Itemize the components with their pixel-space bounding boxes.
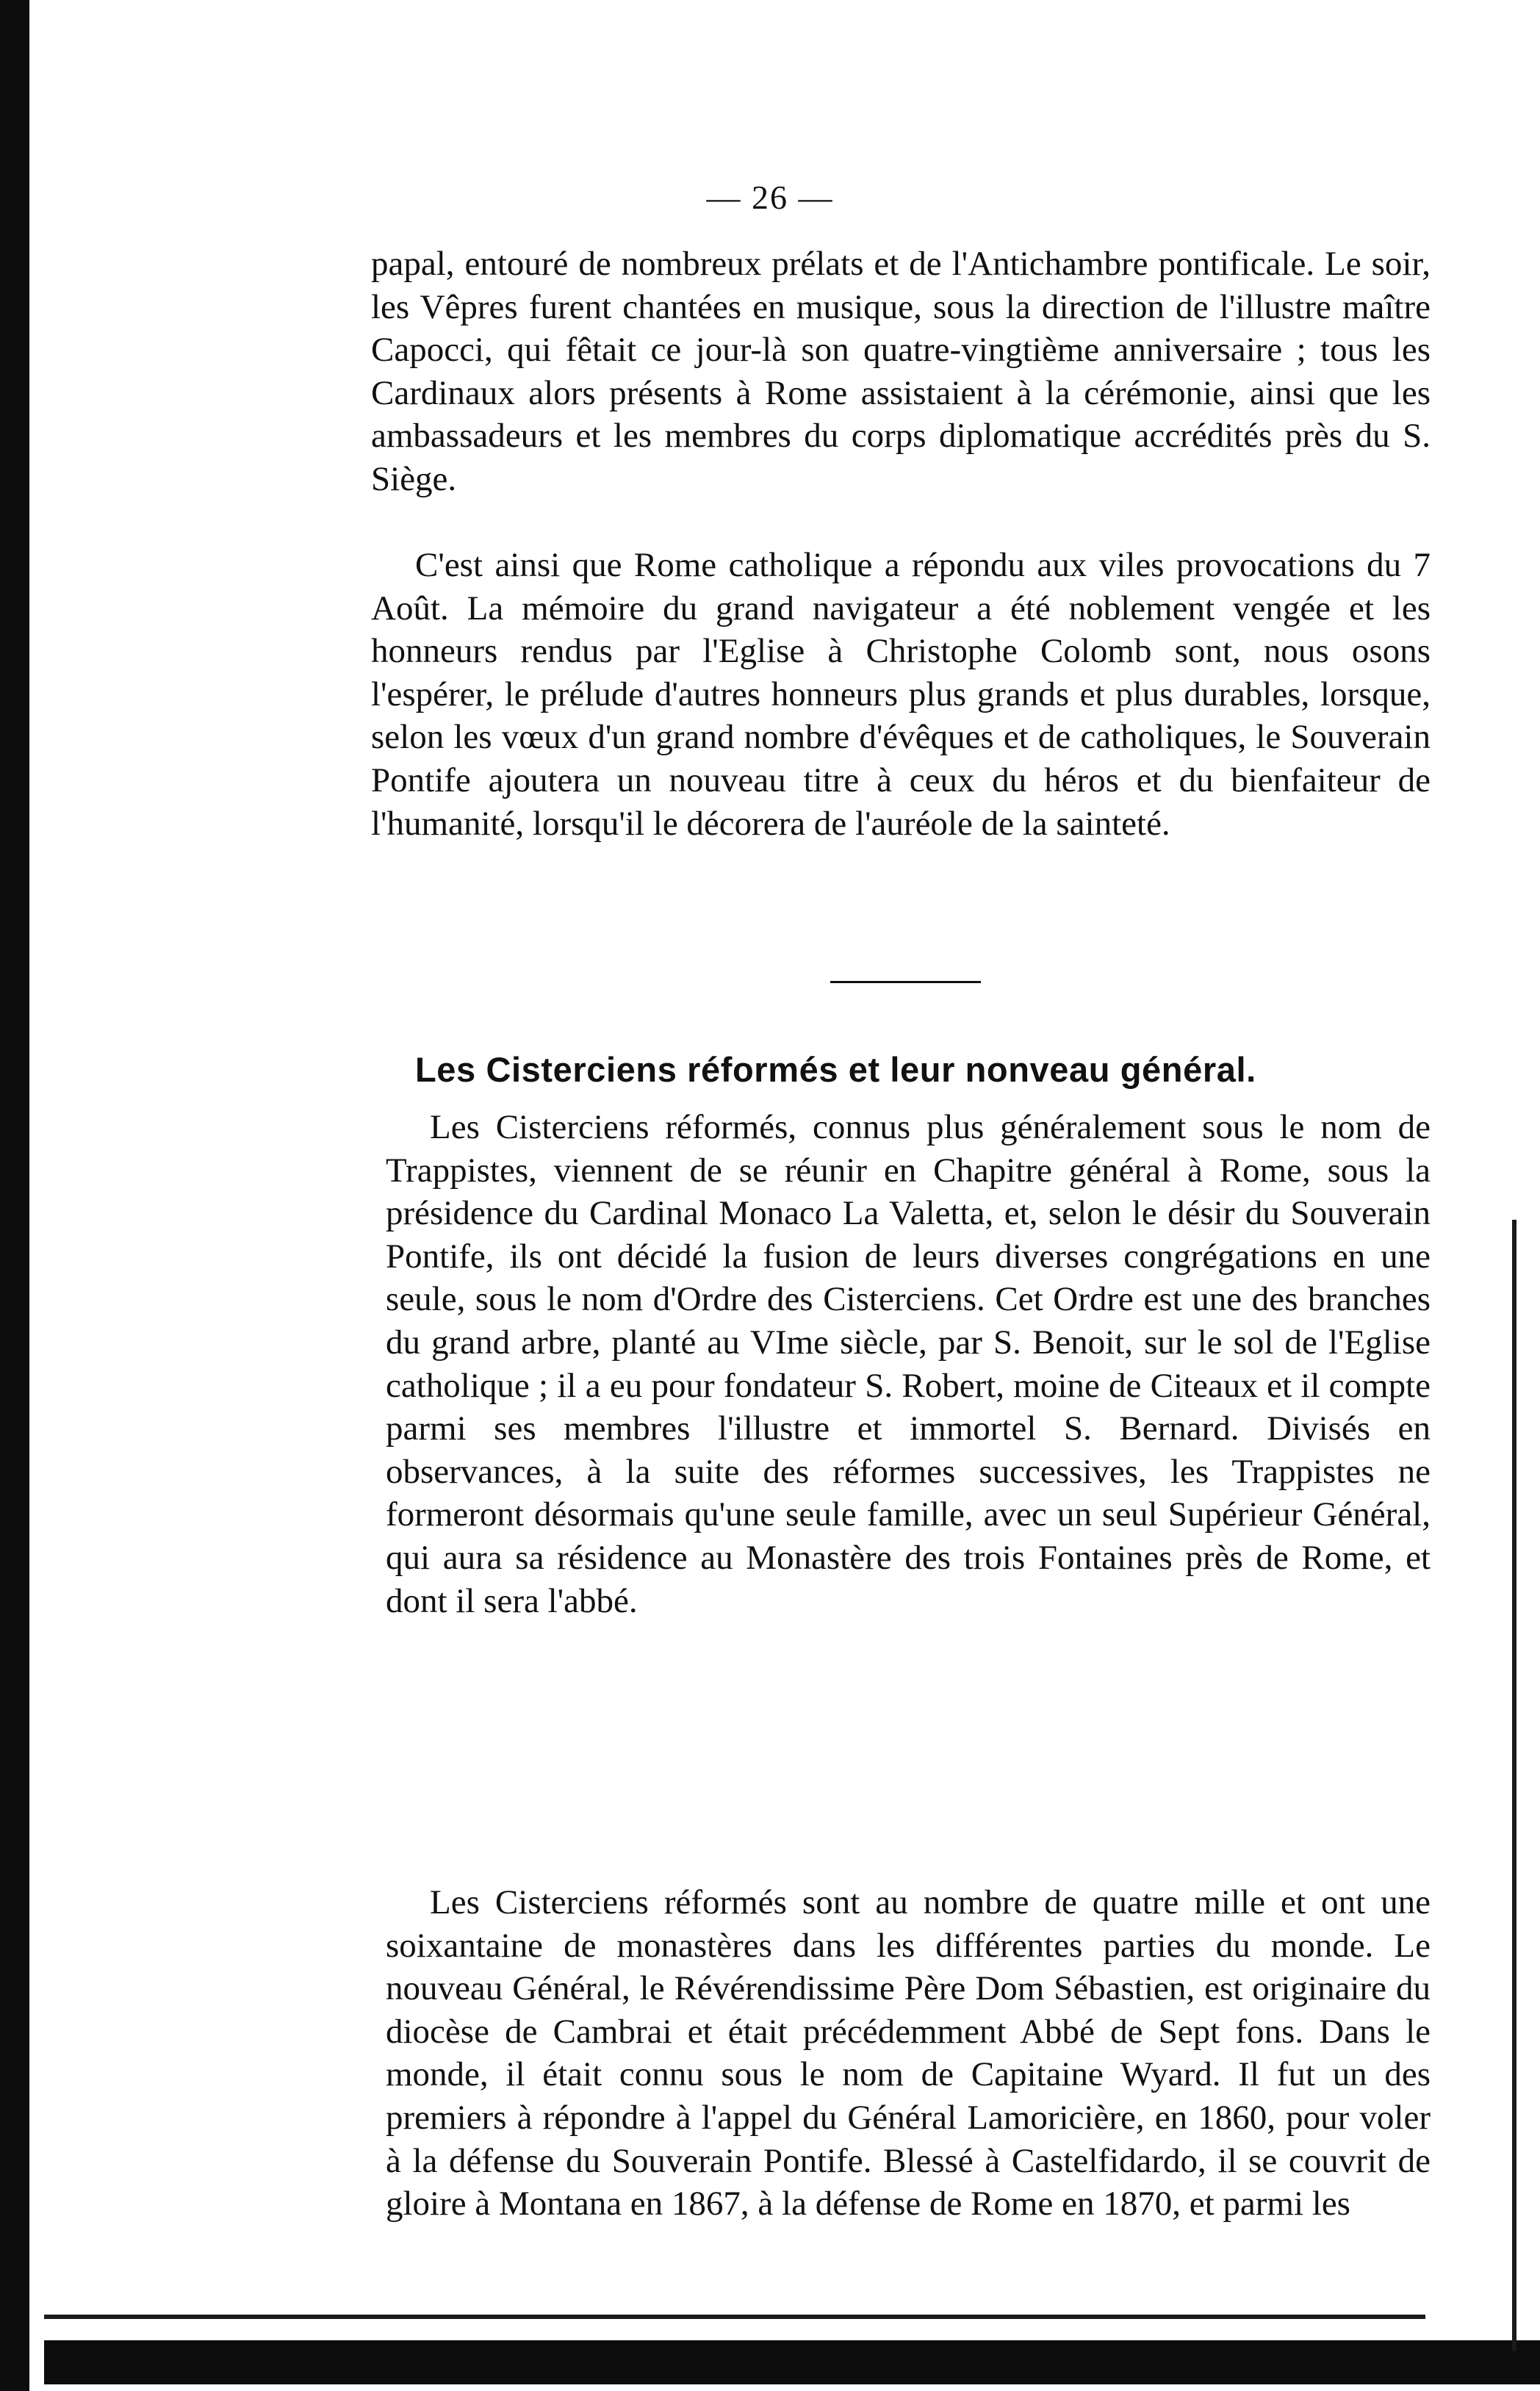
- scan-left-edge: [0, 0, 29, 2391]
- section-divider: [830, 981, 981, 983]
- paragraph-cisterciens-2: Les Cisterciens réformés sont au nombre de quatre mille et ont une soixantaine de monastères dans les différentes parties du monde. Le nouveau Général, le Révérendissime Père Dom Sébastien, est originaire du diocèse de Cambrai et était précédemment Abbé de Sept fons. Dans le monde, il était connu sous le nom de Capitaine Wyard. Il fut un des premiers à répondre à l'appel du Général Lamoricière, en 1860, pour voler à la défense du Souverain Pontife. Blessé à Castelfidardo, il se couvrit de gloire à Montana en 1867, à la défense de Rome en 1870, et parmi les: [386, 1883, 1431, 2223]
- scan-bottom-edge: [44, 2340, 1540, 2384]
- page-number: — 26 —: [706, 179, 834, 216]
- section-heading: Les Cisterciens réformés et leur nonveau général.: [415, 1050, 1256, 1089]
- paragraph-rome-catholique: C'est ainsi que Rome catholique a répondu aux viles provocations du 7 Août. La mémoire du grand navigateur a été noblement vengée et les honneurs rendus par l'Eglise à Christophe Colomb sont, nous osons l'espérer, le prélude d'autres honneurs plus grands et plus durables, lorsque, selon les vœux d'un grand nombre d'évêques et de catholiques, le Souverain Pontife ajoutera un nouveau titre à ceux du héros et du bienfaiteur de l'humanité, lorsqu'il le décorera de l'auréole de la sainteté.: [371, 546, 1431, 843]
- scan-right-mark: [1512, 1220, 1516, 2351]
- scan-bottom-rule: [44, 2315, 1425, 2319]
- paragraph-cisterciens-1: Les Cisterciens réformés, connus plus généralement sous le nom de Trappistes, viennent de se réunir en Chapitre général à Rome, sous la présidence du Cardinal Monaco La Valetta, et, selon le désir du Souverain Pontife, ils ont décidé la fusion de leurs diverses congrégations en une seule, sous le nom d'Ordre des Cisterciens. Cet Ordre est une des branches du grand arbre, planté au VIme siècle, par S. Benoit, sur le sol de l'Eglise catholique ; il a eu pour fondateur S. Robert, moine de Citeaux et il compte parmi ses membres l'illustre et immortel S. Bernard. Divisés en observances, à la suite des réformes successives, les Trappistes ne formeront désormais qu'une seule famille, avec un seul Supérieur Général, qui aura sa résidence au Monastère des trois Fontaines près de Rome, et dont il sera l'abbé.: [386, 1108, 1431, 1620]
- paragraph-papal: papal, entouré de nombreux prélats et de l'Antichambre pontificale. Le soir, les Vêpres furent chantées en musique, sous la direction de l'illustre maître Capocci, qui fêtait ce jour-là son quatre-vingtième anniversaire ; tous les Cardinaux alors présents à Rome assistaient à la cérémonie, ainsi que les ambassadeurs et les membres du corps diplomatique accrédités près du S. Siège.: [371, 245, 1431, 498]
